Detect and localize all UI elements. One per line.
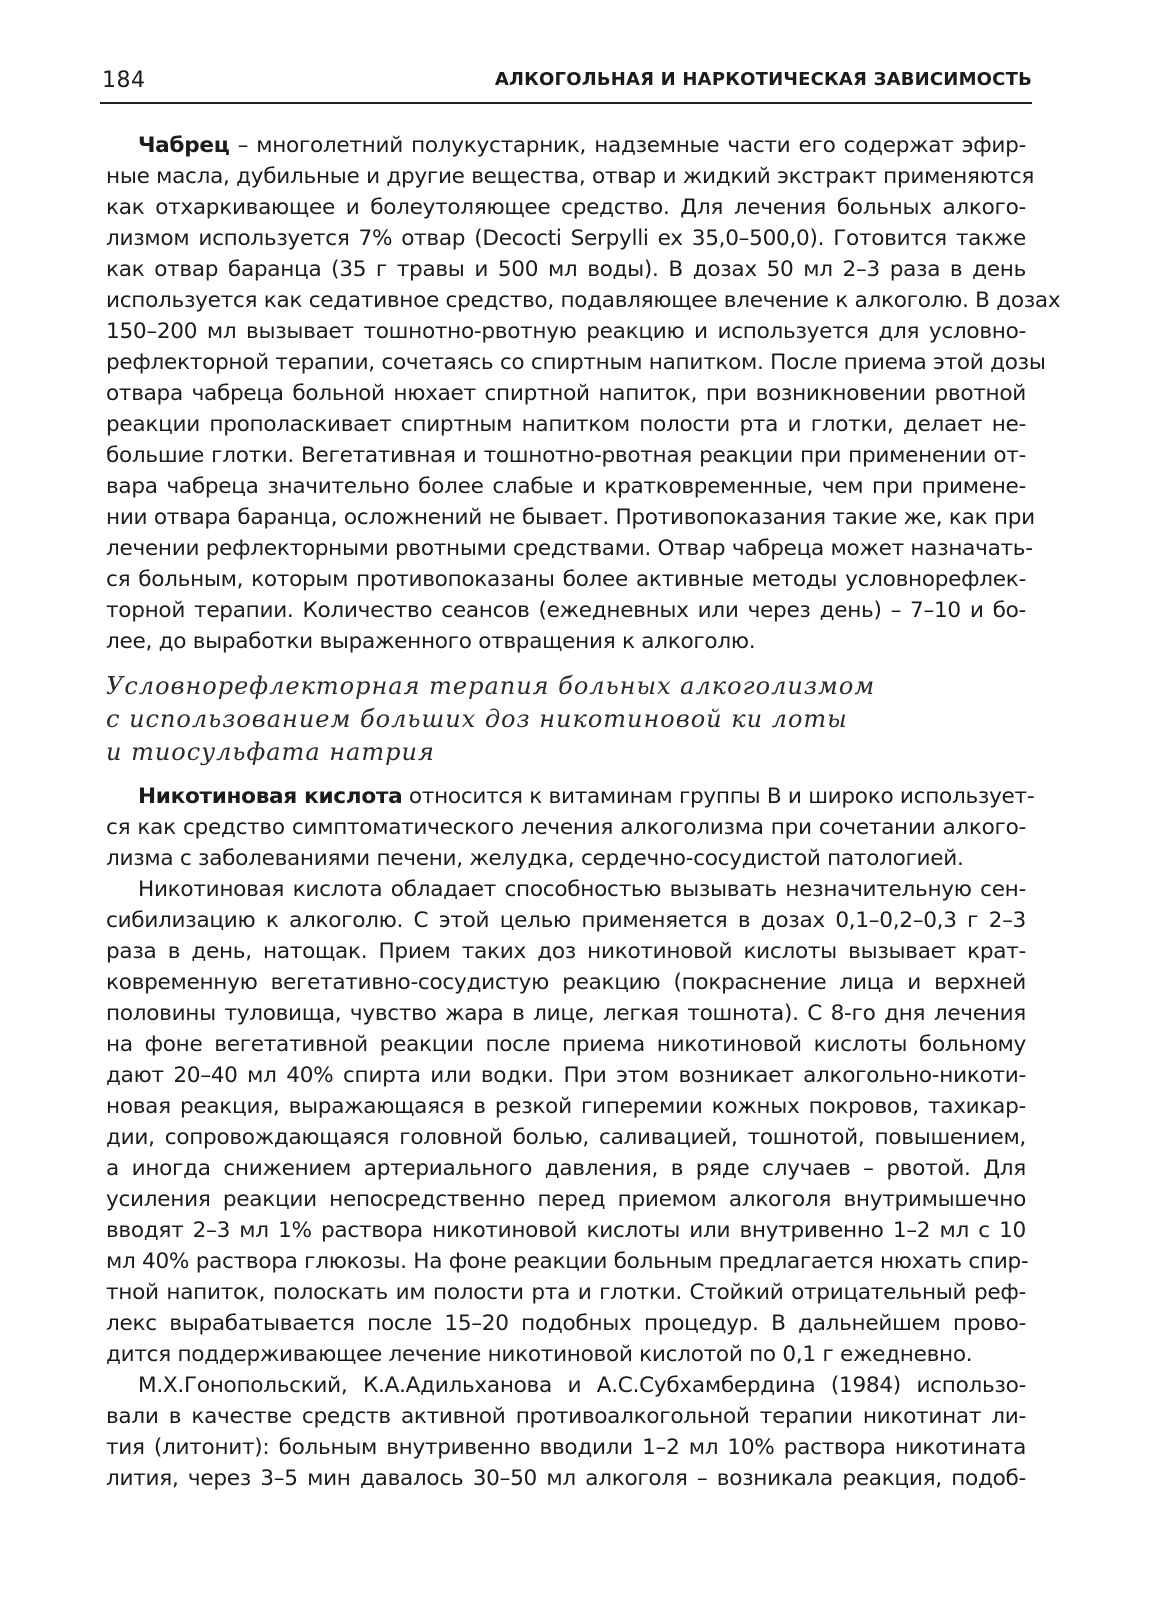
text-line: Никотиновая кислота относится к витаминам группы В и широко использует- bbox=[138, 784, 1035, 809]
text-line: реакции прополаскивает спиртным напитком полости рта и глотки, делает не- bbox=[106, 412, 1026, 437]
text-line: Никотиновая кислота обладает способностью вызывать незначительную сен- bbox=[138, 877, 1026, 902]
text-line: лее, до выработки выраженного отвращения к алкоголю. bbox=[106, 629, 756, 654]
heading-line: Условнорефлекторная терапия больных алкоголизмом bbox=[106, 672, 876, 700]
paragraph-thyme bbox=[106, 130, 1061, 657]
text-line: 150–200 мл вызывает тошнотно-рвотную реакцию и используется для условно- bbox=[106, 319, 1026, 344]
text-line: дится поддерживающее лечение никотиновой кислотой по 0,1 г ежедневно. bbox=[106, 1342, 973, 1367]
paragraph-sensitization bbox=[106, 874, 1029, 1370]
running-title: АЛКОГОЛЬНАЯ И НАРКОТИЧЕСКАЯ ЗАВИСИМОСТЬ bbox=[494, 69, 1032, 90]
text-line: вали в качестве средств активной противоалкогольной терапии никотинат ли- bbox=[106, 1404, 1026, 1429]
text-line: лечении рефлекторными рвотными средствами. Отвар чабреца может назначать- bbox=[106, 536, 1033, 561]
text-line: лекс вырабатывается после 15–20 подобных процедур. В дальнейшем прово- bbox=[106, 1311, 1026, 1336]
text-line: дии, сопровождающаяся головной болью, саливацией, тошнотой, повышением, bbox=[106, 1125, 1026, 1150]
body-text bbox=[106, 130, 1061, 1494]
text-line: лизмом используется 7% отвар (Decocti Serpylli ex 35,0–500,0). Готовится также bbox=[106, 226, 1026, 251]
text-line: Чабрец – многолетний полукустарник, надземные части его содержат эфир- bbox=[138, 133, 1026, 158]
text-line: лизма с заболеваниями печени, желудка, сердечно-сосудистой патологией. bbox=[106, 846, 964, 871]
text-line: тной напиток, полоскать им полости рта и глотки. Стойкий отрицательный реф- bbox=[106, 1280, 1026, 1305]
text-line: нии отвара баранца, осложнений не бывает. Противопоказания такие же, как при bbox=[106, 505, 1035, 530]
text-line: а иногда снижением артериального давления, в ряде случаев – рвотой. Для bbox=[106, 1156, 1026, 1181]
paragraph-nicotinic-acid bbox=[106, 781, 1035, 874]
paragraph-lithium-nicotinate bbox=[106, 1370, 1026, 1494]
text-line: мл 40% раствора глюкозы. На фоне реакции больным предлагается нюхать спир- bbox=[106, 1249, 1029, 1274]
text-line: ся больным, которым противопоказаны более активные методы условнорефлек- bbox=[106, 567, 1026, 592]
text-line: торной терапии. Количество сеансов (ежедневных или через день) – 7–10 и бо- bbox=[106, 598, 1026, 623]
text-line: используется как седативное средство, подавляющее влечение к алкоголю. В дозах bbox=[106, 288, 1061, 313]
text-line: как отвар баранца (35 г травы и 500 мл воды). В дозах 50 мл 2–3 раза в день bbox=[106, 257, 1026, 282]
page-number: 184 bbox=[102, 68, 146, 93]
text-line: раза в день, натощак. Прием таких доз никотиновой кислоты вызывает крат- bbox=[106, 939, 1026, 964]
page-header bbox=[100, 66, 1032, 104]
text-line: как отхаркивающее и болеутоляющее средство. Для лечения больных алкого- bbox=[106, 195, 1026, 220]
text-line: на фоне вегетативной реакции после приема никотиновой кислоты больному bbox=[106, 1032, 1026, 1057]
text-line: лития, через 3–5 мин давалось 30–50 мл алкоголя – возникала реакция, подоб- bbox=[106, 1466, 1026, 1491]
text-line: тия (литонит): больным внутривенно вводили 1–2 мл 10% раствора никотината bbox=[106, 1435, 1026, 1460]
text-line: усиления реакции непосредственно перед приемом алкоголя внутримышечно bbox=[106, 1187, 1026, 1212]
text-line: вара чабреца значительно более слабые и кратковременные, чем при примене- bbox=[106, 474, 1026, 499]
text-line: ся как средство симптоматического лечения алкоголизма при сочетании алкого- bbox=[106, 815, 1026, 840]
term-thyme: Чабрец bbox=[138, 133, 230, 158]
text-line: М.Х.Гонопольский, К.А.Адильханова и А.С.Субхамбердина (1984) использо- bbox=[138, 1373, 1026, 1398]
section-heading bbox=[106, 670, 1026, 769]
text-line: отвара чабреца больной нюхает спиртной напиток, при возникновении рвотной bbox=[106, 381, 1026, 406]
text-line: сибилизацию к алкоголю. С этой целью применяется в дозах 0,1–0,2–0,3 г 2–3 bbox=[106, 908, 1026, 933]
text-line: дают 20–40 мл 40% спирта или водки. При этом возникает алкогольно-никоти- bbox=[106, 1063, 1026, 1088]
term-nicotinic-acid: Никотиновая кислота bbox=[138, 784, 403, 809]
text-line: ковременную вегетативно-сосудистую реакцию (покраснение лица и верхней bbox=[106, 970, 1026, 995]
text-line: вводят 2–3 мл 1% раствора никотиновой кислоты или внутривенно 1–2 мл с 10 bbox=[106, 1218, 1026, 1243]
text-line: половины туловища, чувство жара в лице, легкая тошнота). С 8-го дня лечения bbox=[106, 1001, 1026, 1026]
text-line: новая реакция, выражающаяся в резкой гиперемии кожных покровов, тахикар- bbox=[106, 1094, 1026, 1119]
text-line: большие глотки. Вегетативная и тошнотно-рвотная реакции при применении от- bbox=[106, 443, 1026, 468]
text-line: рефлекторной терапии, сочетаясь со спиртным напитком. После приема этой дозы bbox=[106, 350, 1046, 375]
heading-line: и тиосульфата натрия bbox=[106, 738, 435, 766]
text-line: ные масла, дубильные и другие вещества, отвар и жидкий экстракт применяются bbox=[106, 164, 1035, 189]
heading-line: с использованием больших доз никотиновой ки лоты bbox=[106, 705, 848, 733]
